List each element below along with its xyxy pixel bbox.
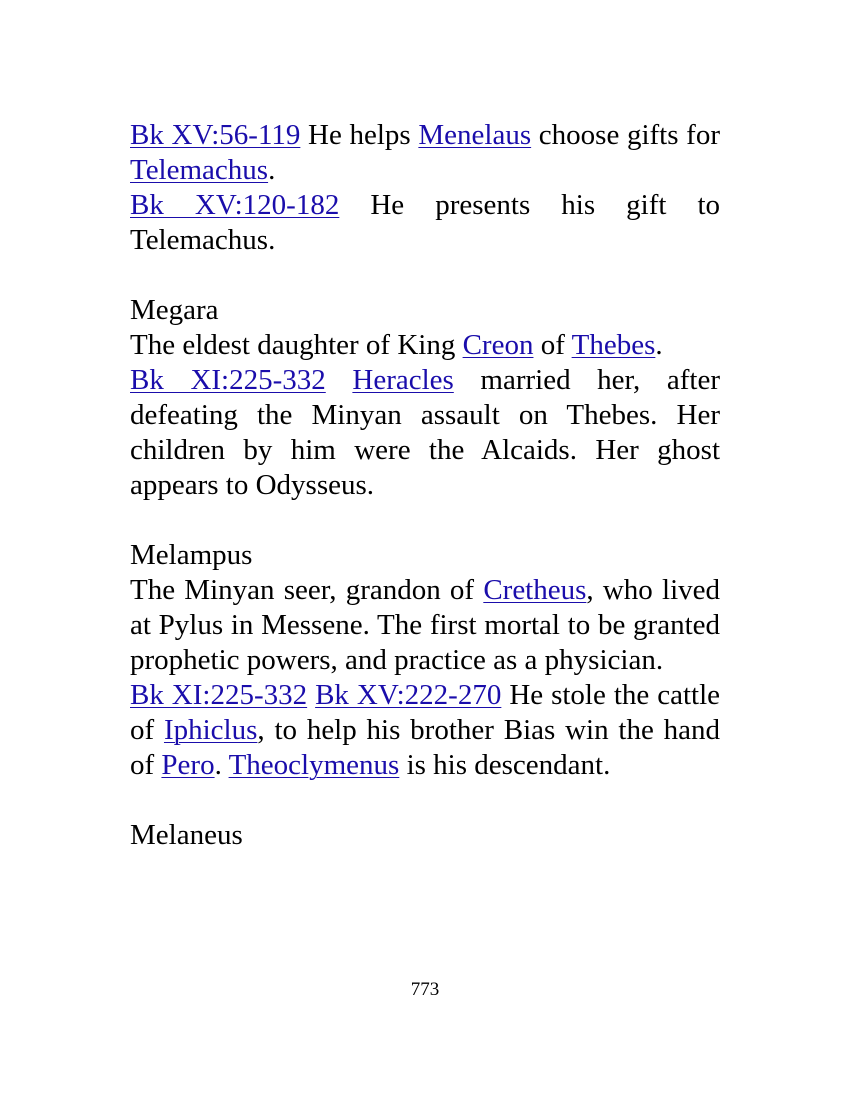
text-segment: , who lived at Pylus in Messene. The first mortal to be granted prophetic powers, and practice as a physician. xyxy=(130,574,721,676)
text-segment: married her, after defeating the Minyan assault on Thebes. Her children by him were the Alcaids. Her ghost appears to Odysseus. xyxy=(130,364,721,501)
book-reference-link[interactable]: Bk XV:56-119 xyxy=(130,119,301,151)
spacer xyxy=(130,258,720,293)
spacer xyxy=(130,503,720,538)
pero-link[interactable]: Pero xyxy=(161,749,215,781)
text-segment xyxy=(326,364,353,396)
text-segment: He stole the cattle of xyxy=(130,679,720,746)
entry-paragraph xyxy=(130,118,720,188)
creon-link[interactable]: Creon xyxy=(462,329,534,361)
entry-heading-megara: Megara xyxy=(130,294,219,326)
heracles-link[interactable]: Heracles xyxy=(352,364,454,396)
thebes-link[interactable]: Thebes xyxy=(571,329,656,361)
text-segment: The Minyan seer, grandon of xyxy=(130,574,484,606)
entry-paragraph xyxy=(130,363,720,503)
text-segment: The eldest daughter of King xyxy=(130,329,463,361)
entry-heading-melampus: Melampus xyxy=(130,539,253,571)
text-segment: is his descendant. xyxy=(399,749,611,781)
text-segment: He helps xyxy=(300,119,419,151)
text-segment: He presents his gift to Telemachus. xyxy=(130,189,720,256)
iphiclus-link[interactable]: Iphiclus xyxy=(163,714,258,746)
text-segment: . xyxy=(214,749,229,781)
text-segment: . xyxy=(655,329,663,361)
text-segment: . xyxy=(268,154,276,186)
page-content xyxy=(130,118,720,853)
text-segment: , to help his brother Bias win the hand of xyxy=(130,714,720,781)
menelaus-link[interactable]: Menelaus xyxy=(418,119,532,151)
entry-description xyxy=(130,573,720,678)
book-reference-link[interactable]: Bk XV:222-270 xyxy=(315,679,502,711)
entry-paragraph xyxy=(130,188,720,258)
telemachus-link[interactable]: Telemachus xyxy=(130,154,269,186)
book-reference-link[interactable]: Bk XV:120-182 xyxy=(130,189,340,221)
entry-heading-melaneus: Melaneus xyxy=(130,819,243,851)
cretheus-link[interactable]: Cretheus xyxy=(483,574,587,606)
spacer xyxy=(130,783,720,818)
entry-description xyxy=(130,328,720,363)
book-reference-link[interactable]: Bk XI:225-332 xyxy=(130,679,308,711)
text-segment xyxy=(307,679,315,711)
page-number: 773 xyxy=(410,979,440,1000)
text-segment: choose gifts for xyxy=(531,119,720,151)
theoclymenus-link[interactable]: Theoclymenus xyxy=(228,749,400,781)
text-segment: of xyxy=(533,329,572,361)
entry-paragraph xyxy=(130,678,720,783)
book-reference-link[interactable]: Bk XI:225-332 xyxy=(130,364,326,396)
